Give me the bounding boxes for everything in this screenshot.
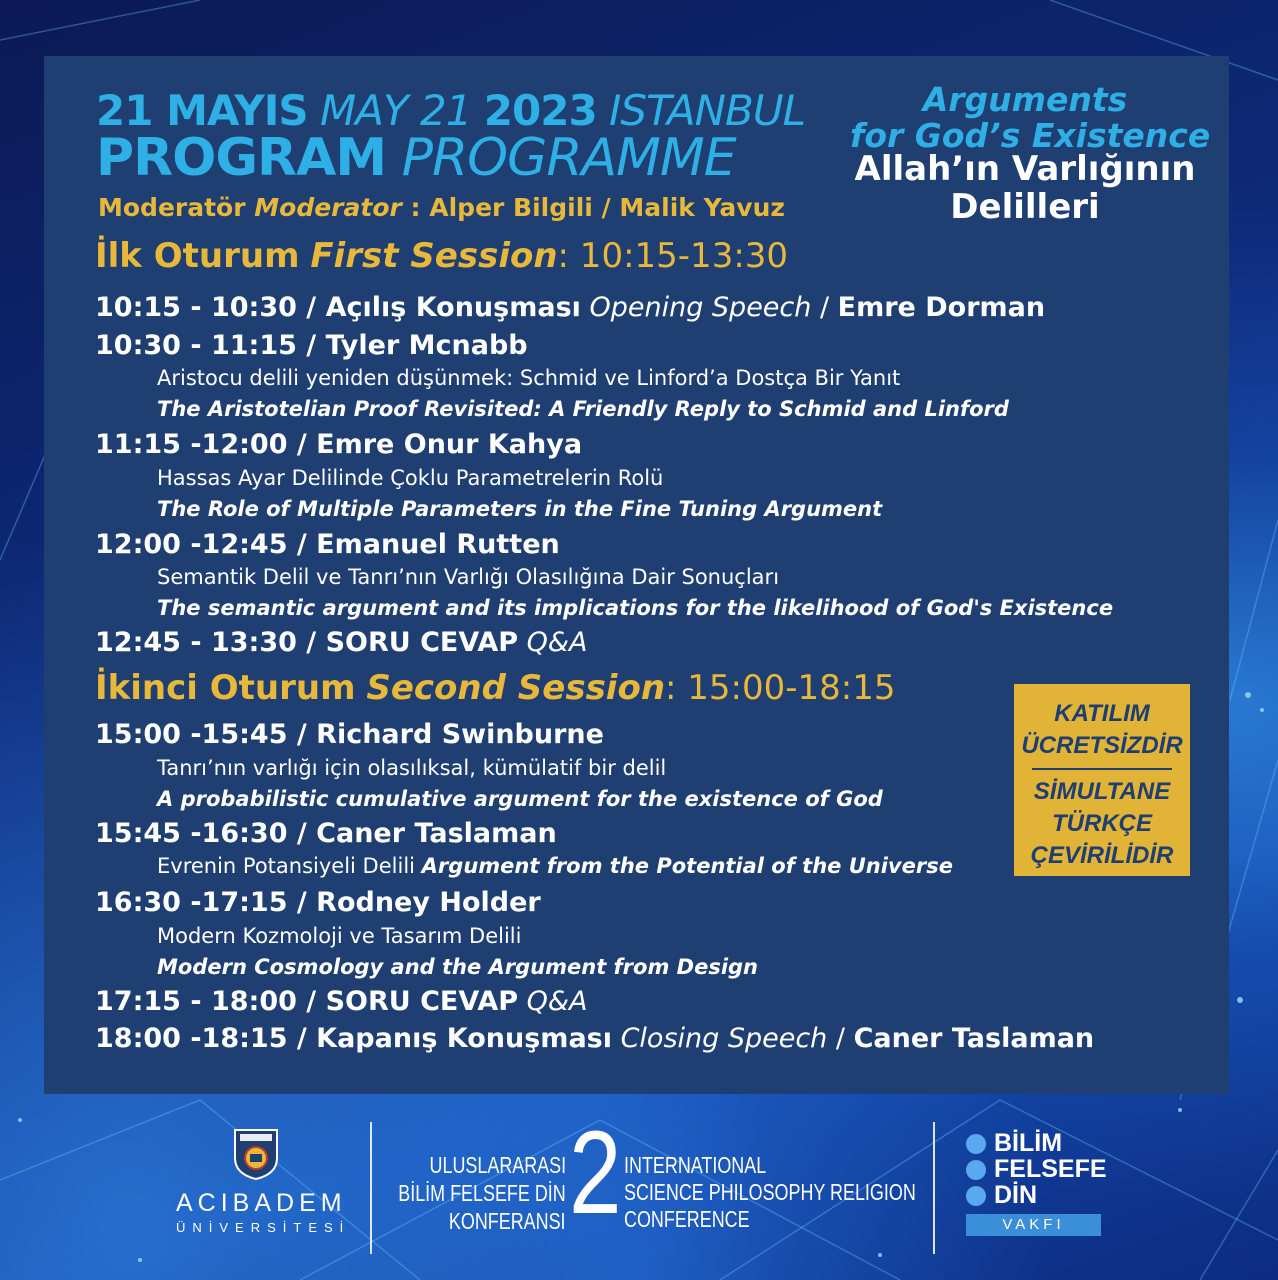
conference-number: 2 — [569, 1107, 622, 1239]
row-time: 15:00 -15:45 / — [95, 719, 317, 750]
row-time: 11:15 -12:00 / — [95, 429, 317, 460]
session1-label-en: First Session — [310, 236, 558, 276]
circle-icon — [966, 1186, 986, 1206]
row-speaker: Caner Taslaman — [316, 818, 557, 849]
talk-title-en: The Aristotelian Proof Revisited: A Friendly Reply to Schmid and Linford — [157, 397, 1009, 421]
talk-title-en: Argument from the Potential of the Universe — [421, 854, 953, 878]
conf-tr-2: BİLİM FELSEFE DİN — [398, 1180, 566, 1206]
conf-en-3: CONFERENCE — [624, 1206, 750, 1232]
schedule-row — [95, 887, 541, 918]
row-time: 10:15 - 10:30 / — [95, 292, 326, 323]
session2-heading — [95, 668, 896, 708]
row-sep: / — [811, 292, 838, 323]
bfd-row — [966, 1130, 1101, 1156]
row-title-tr: Kapanış Konuşması — [316, 1023, 612, 1054]
session2-time: : 15:00-18:15 — [665, 668, 896, 708]
title-en-line1: Arguments — [922, 80, 1128, 119]
session1-label-tr: İlk Oturum — [95, 236, 300, 276]
badge-divider — [1032, 768, 1172, 770]
moderator-line — [98, 193, 785, 222]
row-time: 18:00 -18:15 / — [95, 1023, 317, 1054]
badge-line4: TÜRKÇE — [1052, 810, 1152, 837]
talk-title-en: The Role of Multiple Parameters in the Fine Tuning Argument — [157, 497, 883, 521]
event-year: 2023 — [483, 86, 597, 135]
program-heading — [96, 128, 736, 188]
schedule-row — [95, 818, 557, 849]
row-time: 16:30 -17:15 / — [95, 887, 317, 918]
moderator-en: Moderator — [254, 193, 402, 222]
date-en: MAY 21 — [320, 86, 472, 135]
schedule-row — [95, 429, 582, 460]
talk-title-en: Modern Cosmology and the Argument from Design — [157, 955, 759, 979]
row-title-tr: Açılış Konuşması — [325, 292, 581, 323]
circle-icon — [966, 1134, 986, 1154]
talk-title — [157, 854, 953, 878]
session2-label-tr: İkinci Oturum — [95, 668, 356, 708]
badge-line1: KATILIM — [1054, 700, 1150, 727]
talk-title-tr: Semantik Delil ve Tanrı’nın Varlığı Olasılığına Dair Sonuçları — [157, 565, 780, 589]
schedule-row — [95, 627, 587, 658]
conference-en — [624, 1152, 998, 1233]
row-speaker: Emre Onur Kahya — [316, 429, 583, 460]
schedule-row — [95, 1023, 1094, 1054]
footer-divider — [370, 1122, 372, 1254]
program-en: PROGRAMME — [401, 128, 736, 188]
row-speaker: Tyler Mcnabb — [325, 330, 528, 361]
schedule-row — [95, 292, 1045, 323]
schedule-row — [95, 330, 528, 361]
bfd-row — [966, 1182, 1101, 1208]
row-speaker: Emanuel Rutten — [316, 529, 560, 560]
moderator-names: Alper Bilgili / Malik Yavuz — [429, 193, 785, 222]
bfd-foundation-logo — [966, 1129, 1107, 1236]
title-en — [850, 80, 1211, 155]
row-speaker: Caner Taslaman — [853, 1023, 1095, 1054]
badge-line3: SİMULTANE — [1033, 778, 1171, 805]
talk-title-en: A probabilistic cumulative argument for the existence of God — [157, 787, 883, 811]
session1-heading — [95, 236, 788, 276]
talk-title-en: The semantic argument and its implications for the likelihood of God's Existence — [157, 596, 1114, 620]
title-tr-line1: Allah’ın Varlığının — [854, 149, 1196, 189]
bfd-line1: BİLİM — [994, 1129, 1063, 1157]
badge-line2: ÜCRETSİZDİR — [1021, 732, 1183, 759]
row-title-tr: SORU CEVAP — [325, 986, 519, 1017]
moderator-tr: Moderatör — [98, 193, 246, 222]
acibadem-university: ÜNİVERSİTESİ — [176, 1220, 351, 1235]
date-tr: 21 MAYIS — [96, 86, 308, 135]
program-tr: PROGRAM — [96, 128, 387, 188]
schedule-row — [95, 719, 604, 750]
session2-label-en: Second Session — [366, 668, 666, 708]
row-title-en: Opening Speech — [580, 292, 812, 323]
row-time: 10:30 - 11:15 / — [95, 330, 326, 361]
badge-line5: ÇEVİRİLİDİR — [1030, 842, 1174, 869]
acibadem-crest-icon — [233, 1128, 279, 1184]
bfd-row — [966, 1155, 1107, 1183]
row-time: 17:15 - 18:00 / — [95, 986, 326, 1017]
row-title-tr: SORU CEVAP — [325, 627, 519, 658]
row-speaker: Richard Swinburne — [316, 719, 604, 750]
bfd-line2: FELSEFE — [994, 1155, 1107, 1183]
conf-en-1: INTERNATIONAL — [624, 1152, 767, 1178]
session1-time: : 10:15-13:30 — [557, 236, 789, 276]
circle-icon — [966, 1160, 986, 1180]
conf-en-2: SCIENCE PHILOSOPHY RELIGION — [624, 1179, 916, 1205]
talk-title-tr: Modern Kozmoloji ve Tasarım Delili — [157, 924, 522, 948]
moderator-sep: : — [401, 193, 430, 222]
event-city: ISTANBUL — [609, 86, 805, 135]
schedule-row — [95, 529, 560, 560]
talk-title-tr: Tanrı’nın varlığı için olasılıksal, kümülatif bir delil — [157, 756, 667, 780]
title-tr — [850, 150, 1200, 226]
schedule-row — [95, 986, 587, 1017]
row-sep: / — [827, 1023, 854, 1054]
bfd-line4: VAKFI — [966, 1214, 1101, 1236]
footer-divider — [933, 1122, 935, 1254]
talk-title-tr: Aristocu delili yeniden düşünmek: Schmid ve Linford’a Dostça Bir Yanıt — [157, 366, 901, 390]
bfd-line3: DİN — [994, 1181, 1038, 1209]
conf-tr-3: KONFERANSI — [449, 1208, 566, 1234]
free-entry-badge — [1014, 684, 1190, 876]
row-speaker: Rodney Holder — [316, 887, 541, 918]
acibadem-name: ACIBADEM — [176, 1189, 347, 1217]
row-title-en: Q&A — [518, 627, 588, 658]
conf-tr-1: ULUSLARARASI — [429, 1152, 566, 1178]
title-tr-line2: Delilleri — [950, 187, 1100, 227]
talk-title-tr: Evrenin Potansiyeli Delili — [157, 854, 422, 878]
row-time: 12:00 -12:45 / — [95, 529, 317, 560]
row-title-en: Closing Speech — [611, 1023, 828, 1054]
title-en-line2: for God’s Existence — [850, 116, 1211, 155]
row-time: 15:45 -16:30 / — [95, 818, 317, 849]
row-speaker: Emre Dorman — [837, 292, 1046, 323]
row-time: 12:45 - 13:30 / — [95, 627, 326, 658]
row-title-en: Q&A — [518, 986, 588, 1017]
talk-title-tr: Hassas Ayar Delilinde Çoklu Parametrelerin Rolü — [157, 466, 664, 490]
